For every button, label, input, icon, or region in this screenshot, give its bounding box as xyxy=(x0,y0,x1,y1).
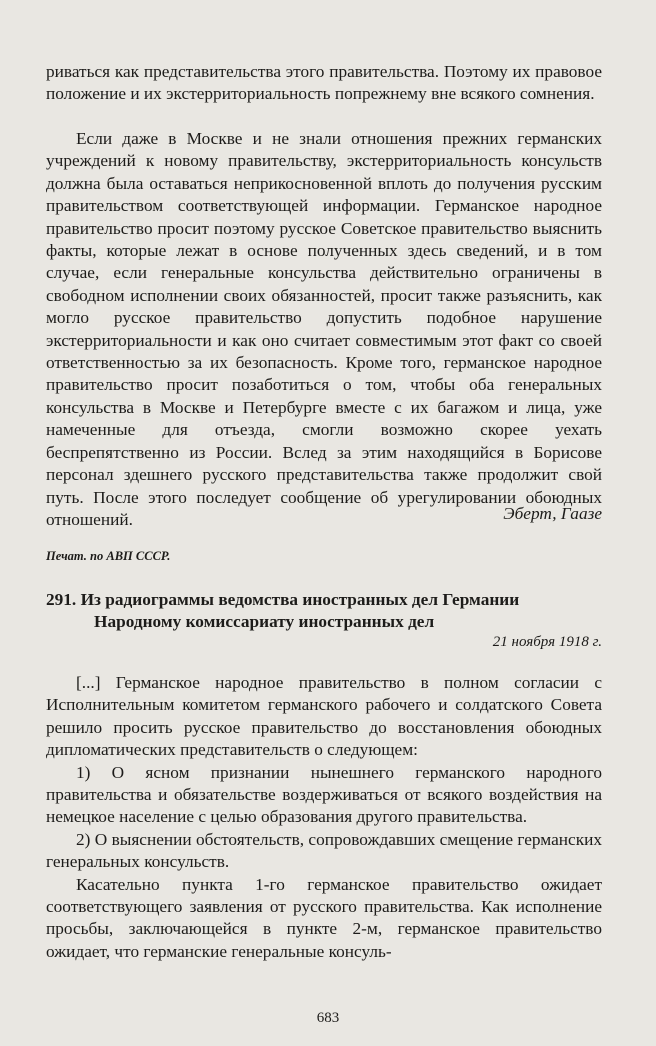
source-note: Печат. по АВП СССР. xyxy=(46,549,171,563)
document-title-line-1: Из радиограммы ведомства иностранных дел Германии xyxy=(80,590,520,609)
paragraph: риваться как представительства этого правительства. Поэтому их правовое положение и их экстерриториальность попрежнему вне всякого сомнения. xyxy=(46,62,602,104)
paragraph: 2) О выяснении обстоятельств, сопровождавших смещение германских генеральных консульств. xyxy=(46,829,602,872)
page-number: 683 xyxy=(316,1010,340,1026)
paragraph: Касательно пункта 1-го германское правительство ожидает соответствующего заявления от русского правительства. Как исполнение просьбы, заключающейся в пункте 2-м, германское правительство ожидает, что германские генеральные консуль- xyxy=(46,874,602,961)
document-date: 21 ноября 1918 г. xyxy=(492,634,602,650)
document-number: 291. xyxy=(46,590,77,609)
continued-paragraph xyxy=(46,61,602,106)
main-paragraph xyxy=(46,128,602,531)
paragraph: 1) О ясном признании нынешнего германского народного правительства и обязательстве воздерживаться от всякого воздействия на немецкое население с целью образования другого правительства. xyxy=(46,762,602,827)
paragraph: [...] Германское народное правительство в полном согласии с Исполнительным комитетом германского рабочего и солдатского Совета решило просить русское правительство до восстановления обоюдных дипломатических представительств о следующем: xyxy=(46,673,602,760)
paragraph: Если даже в Москве и не знали отношения прежних германских учреждений к новому правительству, экстерриториальность консульств должна была оставаться неприкосновенной вплоть до получения русским правительством соответствующей информации. Германское народное правительство просит поэтому русское Советское правительство выяснить факты, которые лежат в основе полученных здесь сведений, и в том случае, если генеральные консульства действительно ограничены в свободном исполнении своих обязанностей, просит также разъяснить, как могло русское правительство допустить подобное нарушение экстерриториальности и как оно считает совместимым этот факт со своей ответственностью за их безопасность. Кроме того, германское народное правительство просит позаботиться о том, чтобы оба генеральных консульства в Москве и Петербурге вместе с их багажом и лица, уже намеченные для отъезда, смогли возможно скорее уехать беспрепятственно из России. Вслед за этим находящийся в Борисове персонал здешнего русского представительства также продолжит свой путь. После этого последует сообщение об урегулировании обоюдных отношений. xyxy=(46,129,602,529)
document-title-line-2: Народному комиссариату иностранных дел xyxy=(94,612,435,631)
signature: Эберт, Гаазе xyxy=(503,504,602,523)
heading-line-1 xyxy=(46,589,602,611)
document-heading xyxy=(46,589,602,633)
document-body xyxy=(46,672,602,963)
